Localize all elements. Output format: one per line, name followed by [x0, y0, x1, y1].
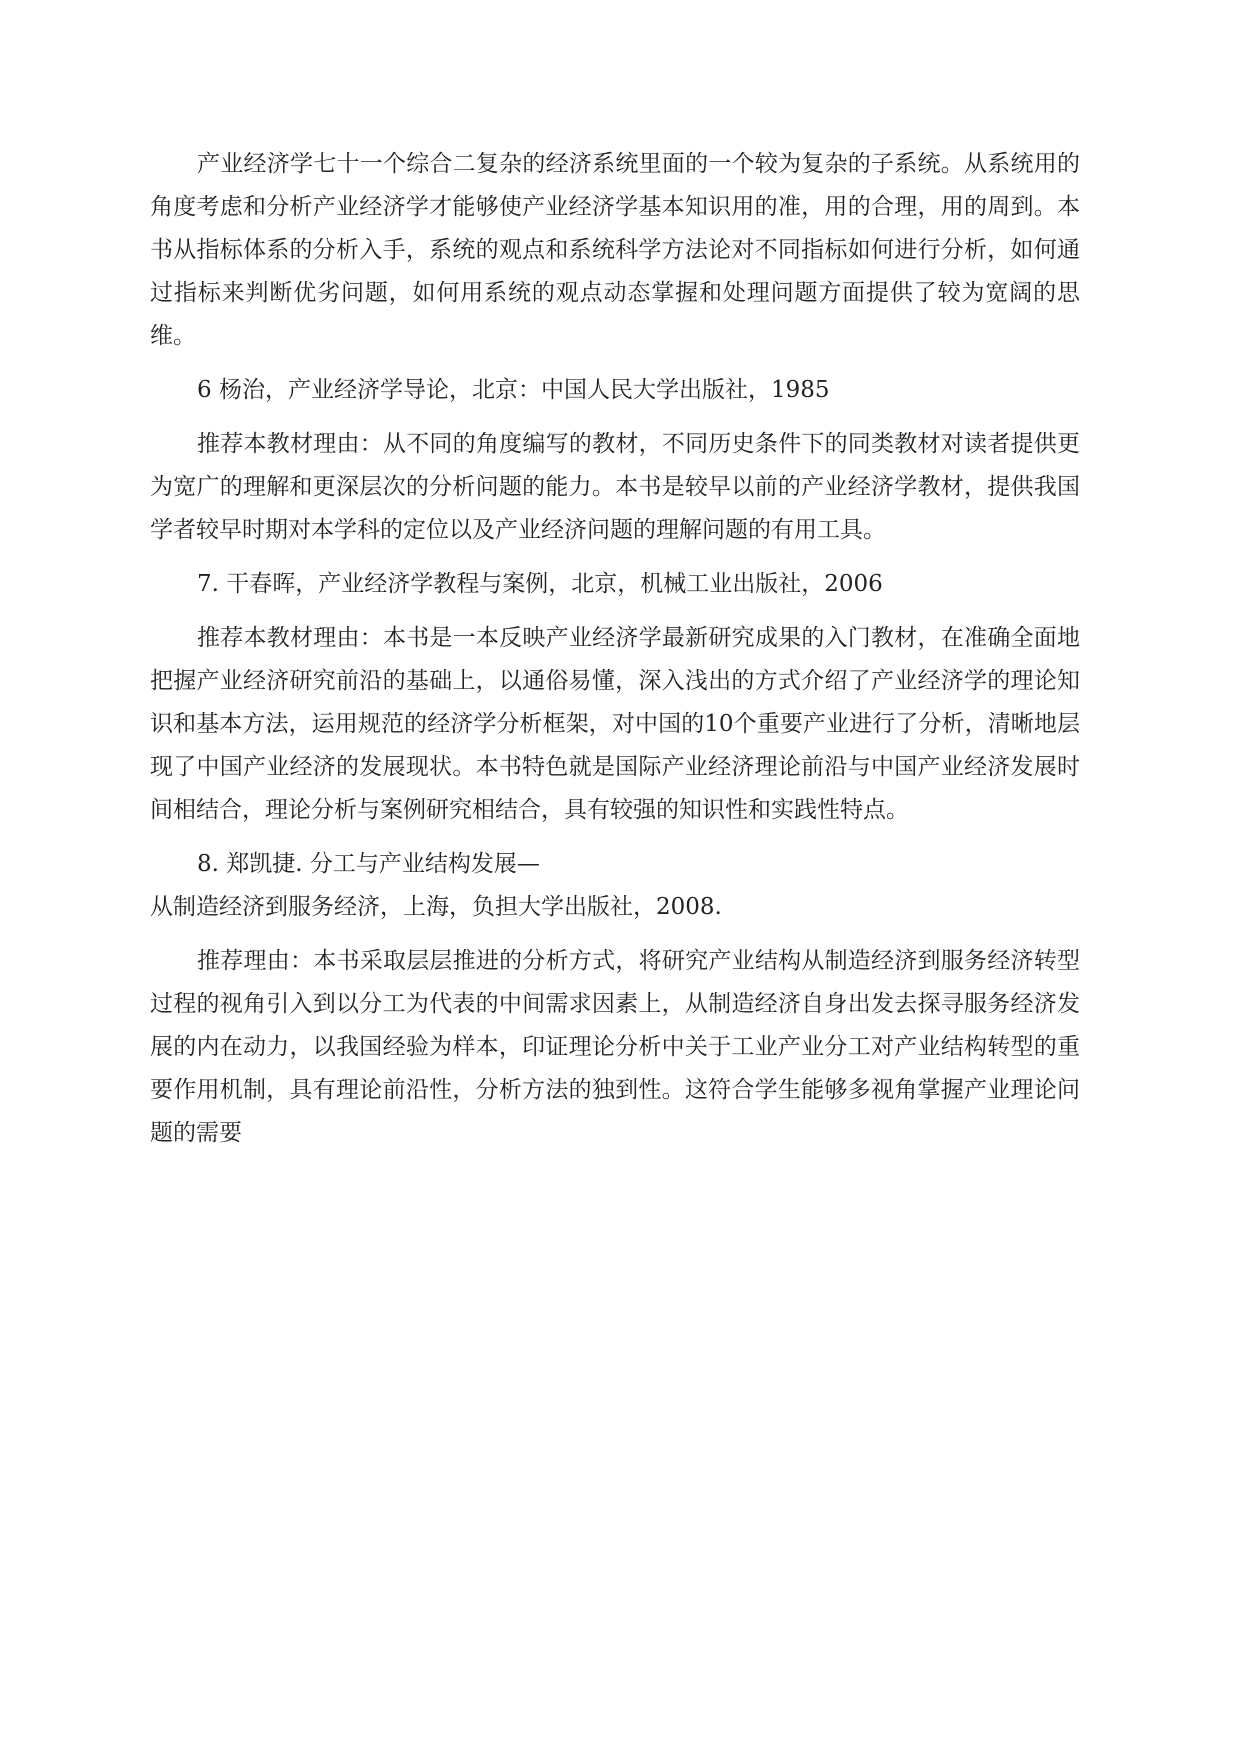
paragraph-reason-7: 推荐本教材理由：本书是一本反映产业经济学最新研究成果的入门教材，在准确全面地把握产业经济研究前沿的基础上，以通俗易懂，深入浅出的方式介绍了产业经济学的理论知识和基本方法，运用规范的经济学分析框架，对中国的10个重要产业进行了分析，清晰地层现了中国产业经济的发展现状。本书特色就是国际产业经济理论前沿与中国产业经济发展时间相结合，理论分析与案例研究相结合，具有较强的知识性和实践性特点。 [150, 625, 1080, 823]
reference-8-title-line: 8. 郑凯捷. 分工与产业结构发展— [197, 851, 540, 877]
reference-8-publisher-line: 从制造经济到服务经济，上海，负担大学出版社，2008. [150, 894, 722, 920]
reference-7-gan-chunhui: 7. 干春晖，产业经济学教程与案例，北京，机械工业出版社，2006 [197, 571, 883, 597]
reference-8-zheng-kaijie [150, 843, 1080, 929]
document-page [150, 143, 1080, 1166]
paragraph-reason-6: 推荐本教材理由：从不同的角度编写的教材，不同历史条件下的同类教材对读者提供更为宽广的理解和更深层次的分析问题的能力。本书是较早以前的产业经济学教材，提供我国学者较早时期对本学科的定位以及产业经济问题的理解问题的有用工具。 [150, 431, 1080, 543]
paragraph-system-view: 产业经济学七十一个综合二复杂的经济系统里面的一个较为复杂的子系统。从系统用的角度考虑和分析产业经济学才能够使产业经济学基本知识用的准，用的合理，用的周到。本书从指标体系的分析入手，系统的观点和系统科学方法论对不同指标如何进行分析，如何通过指标来判断优劣问题，如何用系统的观点动态掌握和处理问题方面提供了较为宽阔的思维。 [150, 151, 1080, 349]
reference-6-yang-zhi: 6 杨治，产业经济学导论，北京：中国人民大学出版社，1985 [197, 377, 830, 403]
paragraph-reason-8: 推荐理由：本书采取层层推进的分析方式，将研究产业结构从制造经济到服务经济转型过程的视角引入到以分工为代表的中间需求因素上，从制造经济自身出发去探寻服务经济发展的内在动力，以我国经验为样本，印证理论分析中关于工业产业分工对产业结构转型的重要作用机制，具有理论前沿性，分析方法的独到性。这符合学生能够多视角掌握产业理论问题的需要 [150, 948, 1080, 1146]
